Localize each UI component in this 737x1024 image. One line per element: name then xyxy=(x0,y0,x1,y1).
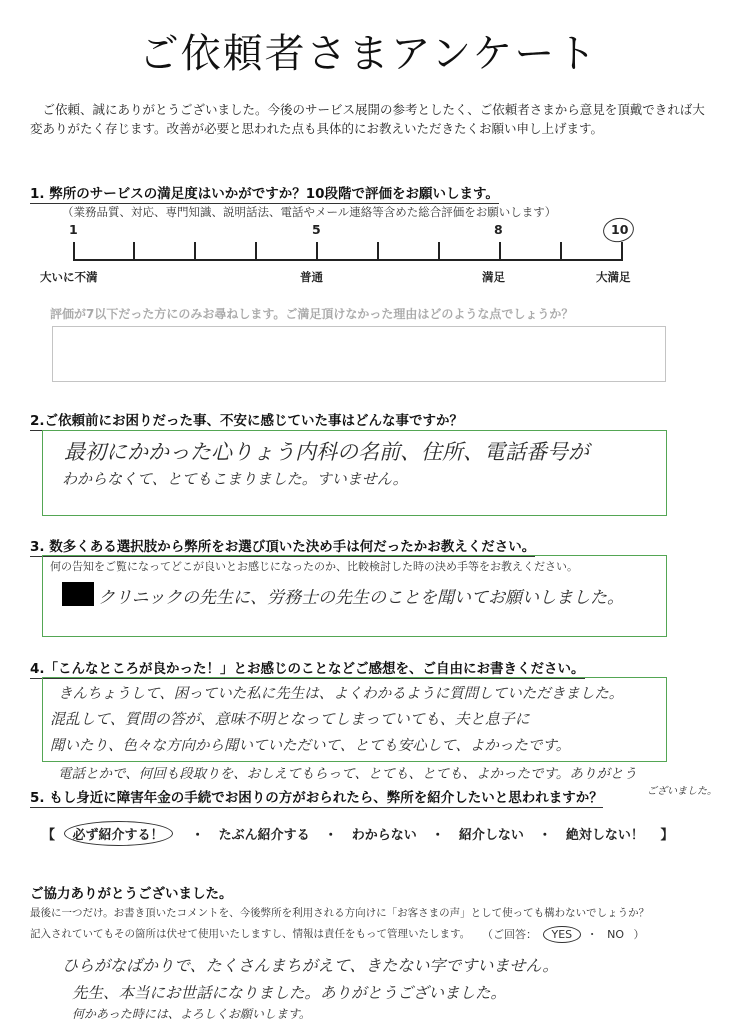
reply-label: （ご回答： xyxy=(482,928,537,941)
reply-no[interactable]: NO xyxy=(607,928,625,941)
q4-answer-line-1: きんちょうして、困っていた私に先生は、よくわかるように質問していただきました。 xyxy=(58,686,624,702)
q5-options xyxy=(42,821,673,846)
scale-number-1: 1 xyxy=(69,222,78,237)
bracket-open: 【 xyxy=(42,828,56,843)
permission-reply xyxy=(482,926,645,943)
option-will-not-recommend[interactable]: 紹介しない xyxy=(458,828,524,843)
q4-answer-line-5: ございました。 xyxy=(647,786,717,797)
closing-line-2: 記入されていてもその箇所は伏せて使用いたしますし、情報は責任をもって管理いたします。 xyxy=(30,928,471,940)
scale-number-5: 5 xyxy=(312,222,321,237)
scale-number-10: 10 xyxy=(611,222,629,237)
scale-label-neutral: 普通 xyxy=(300,270,323,284)
option-definitely-recommend[interactable]: 必ず紹介する！ xyxy=(64,821,173,846)
rating-scale-line xyxy=(73,259,623,261)
q1-followup-answer-box[interactable] xyxy=(52,326,666,382)
page-title: ご依頼者さまアンケート xyxy=(138,31,599,77)
redaction-block xyxy=(62,582,94,606)
q1-followup-question: 評価が7以下だった方にのみお尋ねします。ご満足頂けなかった理由はどのような点でしょうか？ xyxy=(50,307,574,321)
option-separator: ・ xyxy=(431,828,445,843)
scale-tick xyxy=(438,242,440,260)
scale-tick xyxy=(133,242,135,260)
scale-label-very-dissatisfied: 大いに不満 xyxy=(40,270,98,284)
q2-answer-line-1: 最初にかかった心りょう内科の名前、住所、電話番号が xyxy=(64,440,589,464)
scale-tick xyxy=(560,242,562,260)
scale-tick xyxy=(499,242,501,260)
q4-answer-line-3: 聞いたり、色々な方向から聞いていただいて、とても安心して、よかったです。 xyxy=(50,738,571,754)
scale-tick xyxy=(73,242,75,260)
selected-rating-circle xyxy=(601,215,636,244)
option-not-sure[interactable]: わからない xyxy=(351,828,417,843)
q2-heading: 2.ご依頼前にお困りだった事、不安に感じていた事はどんな事ですか？ xyxy=(30,409,463,431)
option-separator: ・ xyxy=(191,828,205,843)
closing-comment-line-3: 何かあった時には、よろしくお願いします。 xyxy=(72,1007,311,1021)
q2-answer-line-2: わからなくて、とてもこまりました。すいません。 xyxy=(62,470,408,488)
q1-note: （業務品質、対応、専門知識、説明話法、電話やメール連絡等含めた総合評価をお願いします） xyxy=(62,205,557,219)
option-separator: ・ xyxy=(324,828,338,843)
scale-number-8: 8 xyxy=(494,222,503,237)
scale-tick xyxy=(194,242,196,260)
q4-answer-line-2: 混乱して、質問の答が、意味不明となってしまっていても、夫と息子に xyxy=(50,710,530,728)
q4-heading: 4.「こんなところが良かった！」とお感じのことなどご感想を、ご自由にお書きください。 xyxy=(30,657,585,679)
q1-heading: 1. 弊所のサービスの満足度はいかがですか？10段階で評価をお願いします。 xyxy=(30,182,499,204)
q3-heading: 3. 数多くある選択肢から弊所をお選び頂いた決め手は何だったかお教えください。 xyxy=(30,535,535,557)
option-never-recommend[interactable]: 絶対しない！ xyxy=(565,828,644,843)
q5-heading: 5. もし身近に障害年金の手続でお困りの方がおられたら、弊所を紹介したいと思われますか？ xyxy=(30,786,603,808)
closing-comment-line-1: ひらがなばかりで、たくさんまちがえて、きたない字ですいません。 xyxy=(62,956,559,975)
scale-label-satisfied: 満足 xyxy=(482,270,505,284)
option-probably-recommend[interactable]: たぶん紹介する xyxy=(218,828,310,843)
closing-line-1: 最後に一つだけ。お書き頂いたコメントを、今後弊所を利用される方向けに「お客さまの声」として使っても構わないでしょうか？ xyxy=(30,907,650,919)
closing-comment-line-2: 先生、本当にお世話になりました。ありがとうございました。 xyxy=(72,984,507,1002)
scale-tick xyxy=(255,242,257,260)
q4-answer-line-4: 電話とかで、何回も段取りを、おしえてもらって、とても、とても、よかったです。ありがとう xyxy=(58,766,637,782)
scale-tick xyxy=(316,242,318,260)
scale-tick xyxy=(377,242,379,260)
reply-yes[interactable]: YES xyxy=(543,926,582,943)
scale-label-very-satisfied: 大満足 xyxy=(596,270,631,284)
scale-tick xyxy=(621,242,623,260)
closing-thanks: ご協力ありがとうございました。 xyxy=(30,886,233,902)
reply-close: ） xyxy=(633,928,645,941)
q3-note: 何の告知をご覧になってどこが良いとお感じになったのか、比較検討した時の決め手等をお教えください。 xyxy=(50,560,578,573)
bracket-close: 】 xyxy=(660,828,674,843)
option-separator: ・ xyxy=(538,828,552,843)
q3-answer: クリニックの先生に、労務士の先生のことを聞いてお願いしました。 xyxy=(98,588,624,608)
reply-separator: ・ xyxy=(586,928,598,941)
intro-text: ご依頼、誠にありがとうございました。今後のサービス展開の参考としたく、ご依頼者さまから意見を頂戴できれば大変ありがたく存じます。改善が必要と思われた点も具体的にお教えいただきたくお願い申し上げます。 xyxy=(30,102,705,136)
